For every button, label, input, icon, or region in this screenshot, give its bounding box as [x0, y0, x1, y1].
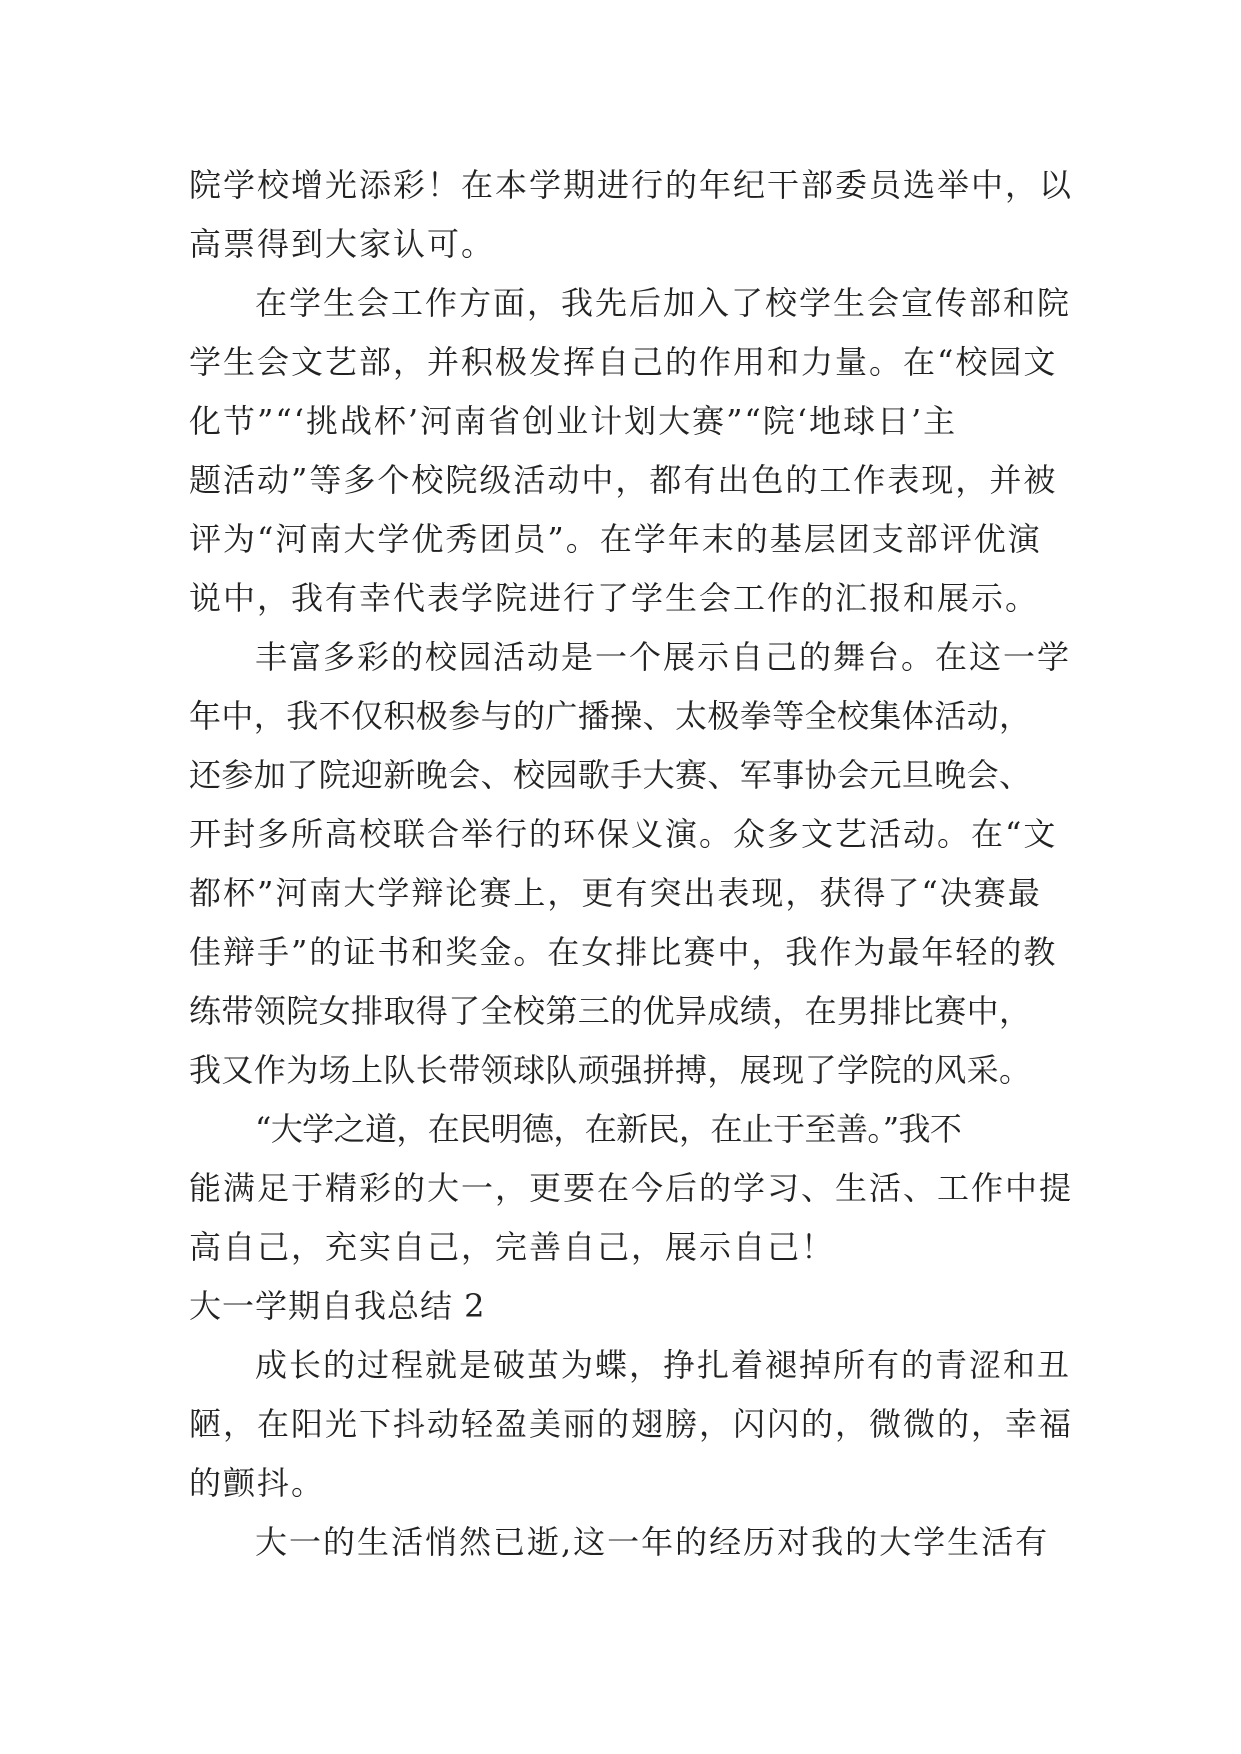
text-line: 高自己，充实自己，完善自己，展示自己！ — [189, 1228, 836, 1266]
paragraph-start-line: 大一的生活悄然已逝,这一年的经历对我的大学生活有 — [255, 1523, 1050, 1561]
text-line: 说中，我有幸代表学院进行了学生会工作的汇报和展示。 — [189, 579, 1040, 617]
paragraph-start-line: 在学生会工作方面，我先后加入了校学生会宣传部和院 — [255, 284, 1072, 322]
text-line: 还参加了院迎新晚会、校园歌手大赛、军事协会元旦晚会、 — [189, 756, 1032, 794]
text-line: 能满足于精彩的大一，更要在今后的学习、生活、工作中提 — [189, 1169, 1074, 1207]
text-line: 都杯”河南大学辩论赛上，更有突出表现，获得了“决赛最 — [189, 874, 1042, 912]
text-line: 题活动”等多个校院级活动中，都有出色的工作表现，并被 — [189, 461, 1058, 499]
text-line: 佳辩手”的证书和奖金。在女排比赛中，我作为最年轻的教 — [189, 933, 1058, 971]
text-line: 我又作为场上队长带领球队顽强拼搏，展现了学院的风采。 — [189, 1051, 1032, 1089]
text-line: 学生会文艺部，并积极发挥自己的作用和力量。在“校园文 — [189, 343, 1058, 381]
text-line: 化节”“‘挑战杯’河南省创业计划大赛”“院‘地球日’主 — [189, 402, 958, 440]
section-heading: 大一学期自我总结 2 — [189, 1287, 486, 1325]
text-line: 年中，我不仅积极参与的广播操、太极拳等全校集体活动， — [189, 697, 1032, 735]
document-page — [189, 156, 1074, 1572]
text-line: 练带领院女排取得了全校第三的优异成绩，在男排比赛中， — [189, 992, 1032, 1030]
text-line: 院学校增光添彩！在本学期进行的年纪干部委员选举中，以 — [189, 166, 1074, 204]
paragraph-start-line: “大学之道，在民明德，在新民，在止于至善。”我不 — [255, 1110, 962, 1148]
text-line: 评为“河南大学优秀团员”。在学年末的基层团支部评优演 — [189, 520, 1042, 558]
paragraph-start-line: 成长的过程就是破茧为蝶，挣扎着褪掉所有的青涩和丑 — [255, 1346, 1072, 1384]
text-line: 开封多所高校联合举行的环保义演。众多文艺活动。在“文 — [189, 815, 1058, 853]
text-line: 的颤抖。 — [189, 1464, 326, 1502]
paragraph-start-line: 丰富多彩的校园活动是一个展示自己的舞台。在这一学 — [255, 638, 1072, 676]
text-line: 高票得到大家认可。 — [189, 225, 496, 263]
text-line: 陋，在阳光下抖动轻盈美丽的翅膀，闪闪的，微微的，幸福 — [189, 1405, 1074, 1443]
